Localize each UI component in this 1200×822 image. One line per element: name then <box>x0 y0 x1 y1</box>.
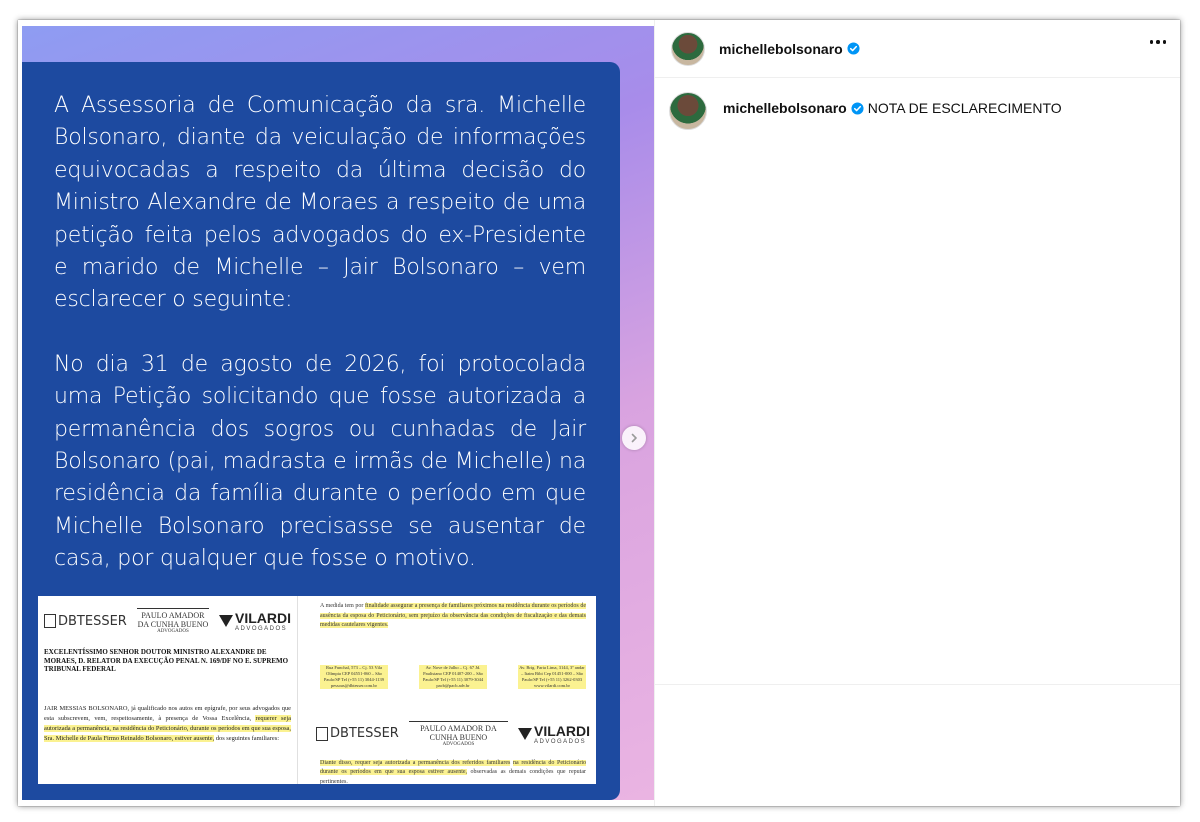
statement-card <box>22 62 620 800</box>
post-header <box>655 20 1180 78</box>
address-vilardi: Av. Brig. Faria Lima, 3144, 3º andar – Itaim Bibi Cep 01451-000 – São Paulo/SP Tel (+55 11) 3262-0303 www.vilardi.com.br <box>519 664 585 688</box>
post-sidebar <box>654 20 1180 806</box>
next-slide-button[interactable] <box>622 426 646 450</box>
more-options-icon[interactable] <box>1150 40 1167 44</box>
vilardi-logo: VILARDI ADVOGADOS <box>518 723 590 745</box>
avatar[interactable] <box>671 32 705 66</box>
username-link[interactable]: michellebolsonaro <box>719 40 843 57</box>
avatar[interactable] <box>669 92 707 130</box>
address-dbtesser: Rua Funchal, 573 – Cj. 53 Vila Olímpia CEP 04551-060 – São Paulo/SP Tel (+55 11) 3044-1139 pessoas@dbtesser.com.br <box>320 665 388 689</box>
post-media <box>22 26 654 800</box>
statement-text <box>54 90 586 608</box>
statement-paragraph-1: A Assessoria de Comunicação da sra. Michelle Bolsonaro, diante da veiculação de informações equivocadas a respeito da última decisão do Ministro Alexandre de Moraes a respeito de uma petição feita pelos advogados do ex-Presidente e marido de Michelle – Jair Bolsonaro – vem esclarecer o seguinte: <box>54 93 586 313</box>
instagram-post-dialog <box>18 20 1180 806</box>
post-caption <box>655 78 1180 130</box>
caption-username-link[interactable]: michellebolsonaro <box>723 100 847 116</box>
divider <box>655 684 1180 685</box>
statement-paragraph-2: No dia 31 de agosto de 2026, foi protocolada uma Petição solicitando que fosse autorizada a permanência dos sogros ou cunhadas de Jair Bolsonaro (pai, madrasta e irmãs de Michelle) na residência da família durante o período em que Michelle Bolsonaro precisasse se ausentar de casa, por qualquer que fosse o motivo. <box>54 351 586 572</box>
verified-badge-icon <box>847 42 860 55</box>
paulo-amador-logo: PAULO AMADOR DA CUNHA BUENO ADVOGADOS <box>409 721 508 747</box>
law-firm-logos <box>310 689 596 747</box>
paulo-amador-logo: PAULO AMADOR DA CUNHA BUENO ADVOGADOS <box>137 608 209 634</box>
caption-text: NOTA DE ESCLARECIMENTO <box>867 100 1062 116</box>
petition-body: JAIR MESSIAS BOLSONARO, já qualificado nos autos em epígrafe, por seus advogados que esta subscrevem, vem, respeitosamente, à presença de Vossa Excelência, requerer seja autorizada a permanência, na residência do Peticionário, durante os períodos em que sua esposa, Sra. Michelle de Paula Firmo Reinaldo Bolsonaro, estiver ausente, dos seguintes familiares: <box>44 704 291 743</box>
petition-document-image <box>38 596 596 784</box>
petition-page-1 <box>38 596 298 784</box>
chevron-right-icon <box>629 433 639 443</box>
address-paulo-amador: Av. Nove de Julho – Cj. 67 Jd. Paulistano CEP 01407-200 – São Paulo/SP Tel (+55 11) 3079-3044 pacb@pacb.adv.br <box>419 665 487 689</box>
petition-paragraph: Diante disso, requer seja autorizada a permanência dos referidos familiares na residência do Peticionário durante os períodos em que sua esposa estiver ausente, observadas as demais condições que reputar pertinentes. <box>320 759 587 784</box>
law-firm-logos <box>38 596 297 634</box>
verified-badge-icon <box>851 102 864 115</box>
firm-addresses <box>310 631 596 689</box>
dbtesser-logo: DBTESSER <box>316 726 399 741</box>
petition-paragraph: A medida tem por finalidade assegurar a presença de familiares próximos na residência durante os períodos de ausência da esposa do Peticionário, sem prejuízo da observância das condições de fiscalização e das demais medidas cautelares vigentes. <box>320 603 586 628</box>
petition-heading: EXCELENTÍSSIMO SENHOR DOUTOR MINISTRO ALEXANDRE DE MORAES, D. RELATOR DA EXECUÇÃO PENAL N. 169/DF NO E. SUPREMO TRIBUNAL FEDERAL <box>44 648 289 674</box>
highlighted-request: requerer seja autorizada a permanência, na residência do Peticionário, durante os períodos em que sua esposa, Sra. Michelle de Paula Firmo Reinaldo Bolsonaro, estiver ausente, <box>44 714 291 743</box>
dbtesser-logo: DBTESSER <box>44 614 127 629</box>
vilardi-logo: VILARDI ADVOGADOS <box>219 610 291 632</box>
petition-page-2 <box>310 596 596 784</box>
